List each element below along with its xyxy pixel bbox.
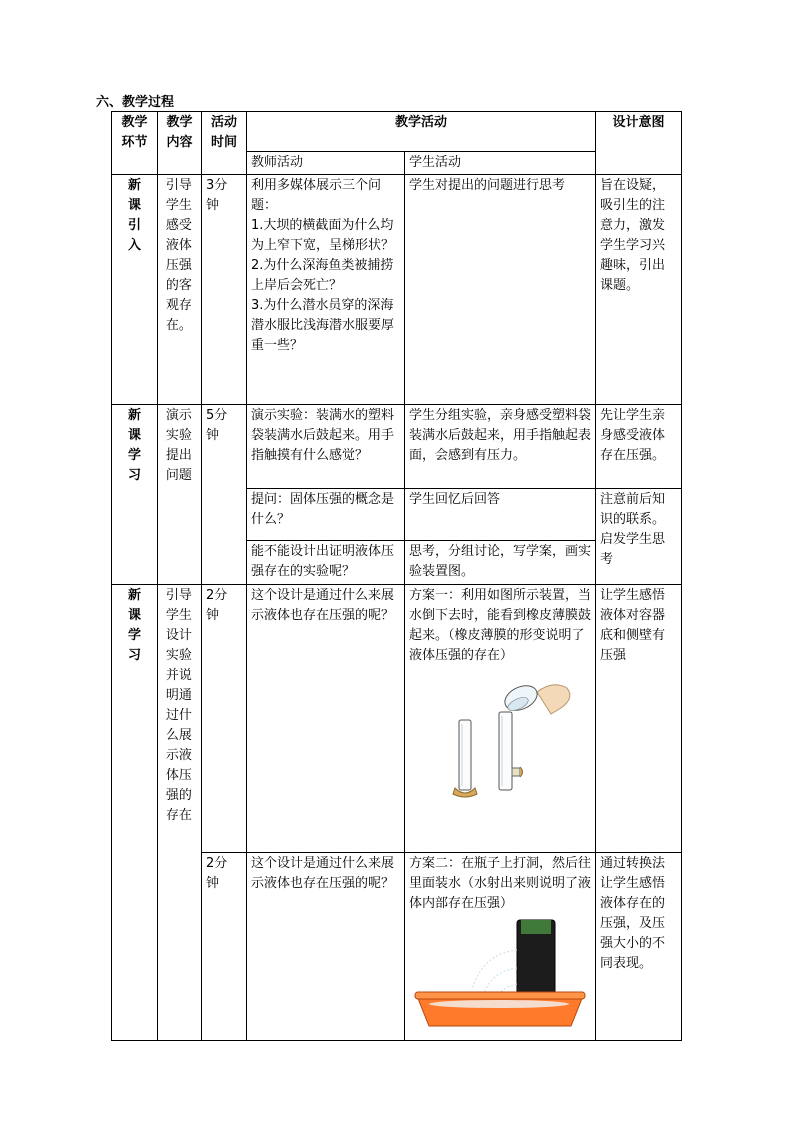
header-phase: 教学环节	[112, 112, 158, 175]
teacher-learn-2b: 这个设计是通过什么来展示液体也存在压强的呢？	[247, 853, 405, 1041]
header-activity: 教学活动	[247, 112, 596, 152]
teaching-process-table	[111, 111, 682, 1041]
teacher-intro-line: 2.为什么深海鱼类被捕捞上岸后会死亡？	[251, 258, 394, 293]
teacher-intro-line: 利用多媒体展示三个问题：	[251, 178, 382, 213]
teacher-intro	[247, 175, 405, 405]
time-intro: 3分钟	[202, 175, 247, 405]
intent-learn-2a: 让学生感悟液体对容器底和侧壁有压强	[596, 585, 682, 853]
content-learn-1: 演示实验提出问题	[158, 405, 202, 585]
intent-intro: 旨在设疑，吸引生的注意力，激发学生学习兴趣味，引出课题。	[596, 175, 682, 405]
student-learn-1b: 学生回忆后回答	[405, 489, 596, 541]
plan-two-text: 方案二：在瓶子上打洞，然后往里面装水（水射出来则说明了液体内部存在压强）	[409, 856, 592, 911]
header-time: 活动时间	[202, 112, 247, 175]
student-intro: 学生对提出的问题进行思考	[405, 175, 596, 405]
student-learn-1a: 学生分组实验，亲身感受塑料袋装满水后鼓起来，用手指触起表面，会感到有压力。	[405, 405, 596, 489]
header-intent: 设计意图	[596, 112, 682, 175]
header-content: 教学内容	[158, 112, 202, 175]
phase-intro: 新课引入	[112, 175, 158, 405]
phase-learn-2: 新课学习	[112, 585, 158, 1041]
intent-learn-1a: 先让学生亲身感受液体存在压强。	[596, 405, 682, 489]
time-learn-2a: 2分钟	[202, 585, 247, 853]
teacher-learn-1b: 提问：固体压强的概念是什么？	[247, 489, 405, 541]
student-learn-2a	[405, 585, 596, 853]
section-title: 六、教学过程	[96, 95, 175, 110]
intent-learn-1b: 注意前后知识的联系。启发学生思考	[596, 489, 682, 585]
content-intro: 引导学生感受液体压强的客观存在。	[158, 175, 202, 405]
header-student: 学生活动	[405, 152, 596, 175]
phase-learn-1: 新课学习	[112, 405, 158, 585]
teacher-learn-2a: 这个设计是通过什么来展示液体也存在压强的呢？	[247, 585, 405, 853]
teacher-learn-1a: 演示实验：装满水的塑料袋装满水后鼓起来。用手指触摸有什么感觉？	[247, 405, 405, 489]
teacher-intro-line: 1.大坝的横截面为什么均为上窄下宽，呈梯形状？	[251, 218, 395, 253]
intent-learn-2b: 通过转换法让学生感悟液体存在的压强，及压强大小的不同表现。	[596, 853, 682, 1041]
content-learn-2: 引导学生设计实验并说明通过什么展示液体压强的存在	[158, 585, 202, 1041]
tube-membrane-illustration	[409, 670, 589, 800]
time-learn-1: 5分钟	[202, 405, 247, 585]
bottle-water-jet-illustration	[409, 918, 589, 1038]
header-teacher: 教师活动	[247, 152, 405, 175]
student-learn-2b	[405, 853, 596, 1041]
time-learn-2b: 2分钟	[202, 853, 247, 1041]
plan-one-text: 方案一：利用如图所示装置，当水倒下去时，能看到橡皮薄膜鼓起来。（橡皮薄膜的形变说明了液体压强的存在）	[409, 588, 592, 663]
teacher-learn-1c: 能不能设计出证明液体压强存在的实验呢？	[247, 541, 405, 585]
student-learn-1c: 思考，分组讨论，写学案，画实验装置图。	[405, 541, 596, 585]
teacher-intro-line: 3.为什么潜水员穿的深海潜水服比浅海潜水服要厚重一些？	[251, 298, 395, 353]
